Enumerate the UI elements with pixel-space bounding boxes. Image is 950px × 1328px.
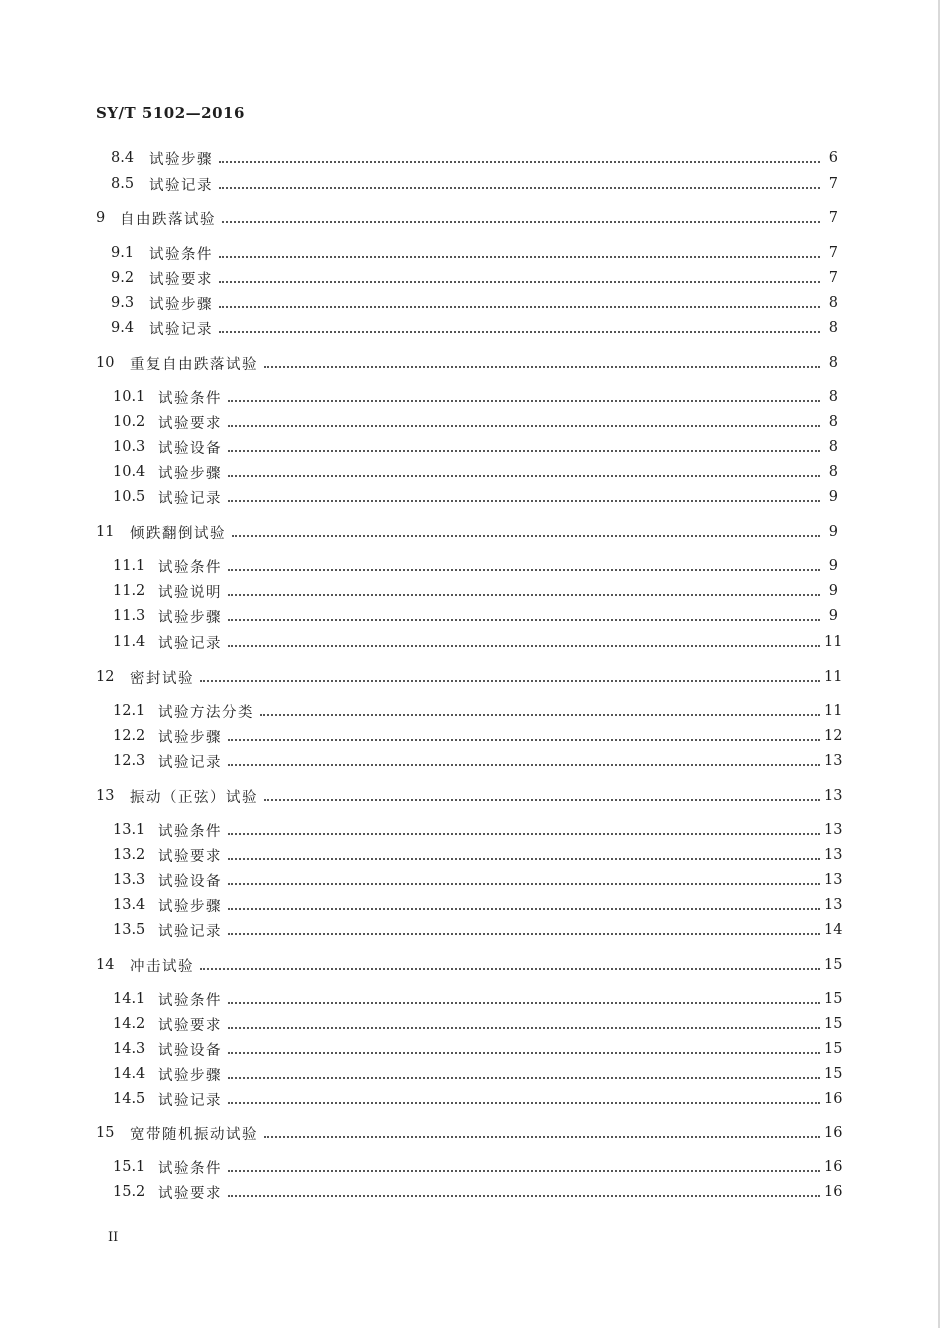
toc-entry-number: 12.1 bbox=[113, 703, 146, 719]
toc-entry-page: 13 bbox=[824, 753, 843, 769]
toc-entry-page: 11 bbox=[824, 669, 843, 685]
toc-entry-title: 试验记录 bbox=[158, 635, 222, 652]
toc-entry-title: 振动（正弦）试验 bbox=[130, 789, 258, 806]
toc-entry-title: 试验要求 bbox=[149, 271, 213, 288]
toc-entry bbox=[113, 845, 843, 865]
toc-entry-number: 9.1 bbox=[111, 245, 135, 261]
toc-leader-dots bbox=[228, 500, 820, 502]
toc-entry-page: 8 bbox=[828, 320, 838, 336]
toc-entry bbox=[111, 148, 838, 168]
toc-entry-page: 13 bbox=[824, 788, 843, 804]
toc-entry-title: 试验要求 bbox=[158, 415, 222, 432]
toc-entry-number: 10.4 bbox=[113, 464, 146, 480]
toc-entry-number: 14 bbox=[96, 957, 115, 973]
toc-entry bbox=[113, 1039, 843, 1059]
toc-leader-dots bbox=[219, 306, 820, 308]
toc-entry-title: 试验记录 bbox=[158, 1092, 222, 1109]
toc-entry-number: 11.4 bbox=[113, 634, 146, 650]
toc-entry-title: 试验条件 bbox=[149, 246, 213, 263]
toc-entry-title: 试验记录 bbox=[158, 490, 222, 507]
toc-entry bbox=[113, 895, 843, 915]
toc-entry-title: 试验记录 bbox=[149, 321, 213, 338]
toc-leader-dots bbox=[228, 858, 820, 860]
toc-entry bbox=[113, 1089, 843, 1109]
toc-leader-dots bbox=[228, 475, 820, 477]
toc-entry-page: 15 bbox=[824, 957, 843, 973]
toc-entry-number: 8.4 bbox=[111, 150, 135, 166]
toc-entry-page: 16 bbox=[824, 1091, 843, 1107]
toc-entry-title: 试验步骤 bbox=[158, 898, 222, 915]
toc-entry-number: 13.3 bbox=[113, 872, 146, 888]
toc-entry bbox=[113, 606, 838, 626]
toc-leader-dots bbox=[228, 764, 820, 766]
toc-entry-page: 9 bbox=[828, 558, 838, 574]
toc-entry-page: 16 bbox=[824, 1184, 843, 1200]
toc-entry-page: 9 bbox=[828, 524, 838, 540]
toc-leader-dots bbox=[228, 833, 820, 835]
toc-entry-title: 试验条件 bbox=[158, 823, 222, 840]
toc-entry-title: 试验记录 bbox=[158, 923, 222, 940]
toc-entry bbox=[111, 268, 838, 288]
toc-entry bbox=[113, 1064, 843, 1084]
toc-entry bbox=[96, 208, 838, 228]
toc-entry-title: 试验步骤 bbox=[158, 1067, 222, 1084]
toc-entry-page: 8 bbox=[828, 439, 838, 455]
document-code-header: SY/T 5102—2016 bbox=[96, 104, 245, 122]
toc-entry-number: 10.2 bbox=[113, 414, 146, 430]
toc-entry-number: 14.4 bbox=[113, 1066, 146, 1082]
toc-entry-number: 13.5 bbox=[113, 922, 146, 938]
toc-entry-number: 12.2 bbox=[113, 728, 146, 744]
toc-leader-dots bbox=[264, 366, 820, 368]
toc-entry-title: 试验要求 bbox=[158, 848, 222, 865]
toc-entry-title: 试验记录 bbox=[158, 754, 222, 771]
toc-leader-dots bbox=[228, 450, 820, 452]
toc-entry-page: 11 bbox=[824, 703, 843, 719]
toc-entry-title: 密封试验 bbox=[130, 670, 194, 687]
toc-entry-number: 15.2 bbox=[113, 1184, 146, 1200]
toc-leader-dots bbox=[219, 256, 820, 258]
toc-entry-page: 8 bbox=[828, 414, 838, 430]
toc-entry-number: 15 bbox=[96, 1125, 115, 1141]
toc-entry-title: 试验条件 bbox=[158, 559, 222, 576]
toc-entry-number: 14.2 bbox=[113, 1016, 146, 1032]
toc-entry-title: 试验记录 bbox=[149, 177, 213, 194]
toc-entry-title: 试验步骤 bbox=[158, 465, 222, 482]
toc-entry-number: 10.1 bbox=[113, 389, 146, 405]
toc-entry-title: 试验设备 bbox=[158, 1042, 222, 1059]
toc-leader-dots bbox=[228, 883, 820, 885]
toc-entry-page: 16 bbox=[824, 1159, 843, 1175]
toc-entry-title: 宽带随机振动试验 bbox=[130, 1126, 258, 1143]
toc-entry-number: 10 bbox=[96, 355, 115, 371]
toc-entry-number: 11.1 bbox=[113, 558, 146, 574]
toc-entry-number: 11 bbox=[96, 524, 115, 540]
toc-entry bbox=[113, 726, 843, 746]
toc-leader-dots bbox=[228, 645, 820, 647]
toc-entry-title: 试验步骤 bbox=[158, 609, 222, 626]
toc-leader-dots bbox=[228, 425, 820, 427]
toc-entry bbox=[96, 667, 843, 687]
toc-entry-number: 8.5 bbox=[111, 176, 135, 192]
toc-entry-title: 冲击试验 bbox=[130, 958, 194, 975]
toc-leader-dots bbox=[228, 619, 820, 621]
toc-leader-dots bbox=[219, 331, 820, 333]
toc-entry bbox=[113, 751, 843, 771]
toc-leader-dots bbox=[228, 1102, 820, 1104]
toc-entry bbox=[113, 870, 843, 890]
toc-leader-dots bbox=[264, 1136, 820, 1138]
toc-entry-title: 试验条件 bbox=[158, 390, 222, 407]
toc-entry-page: 7 bbox=[828, 176, 838, 192]
toc-entry-page: 8 bbox=[828, 355, 838, 371]
toc-entry-page: 9 bbox=[828, 583, 838, 599]
toc-entry bbox=[96, 522, 838, 542]
toc-leader-dots bbox=[264, 799, 820, 801]
toc-entry-title: 试验要求 bbox=[158, 1185, 222, 1202]
toc-entry bbox=[113, 632, 843, 652]
toc-leader-dots bbox=[228, 1170, 820, 1172]
toc-entry-number: 10.5 bbox=[113, 489, 146, 505]
toc-entry-page: 8 bbox=[828, 389, 838, 405]
toc-entry bbox=[113, 920, 843, 940]
toc-entry-page: 13 bbox=[824, 872, 843, 888]
toc-leader-dots bbox=[200, 968, 820, 970]
toc-entry bbox=[113, 487, 838, 507]
toc-entry-title: 试验要求 bbox=[158, 1017, 222, 1034]
toc-entry-title: 试验说明 bbox=[158, 584, 222, 601]
toc-leader-dots bbox=[228, 739, 820, 741]
toc-entry-title: 试验步骤 bbox=[149, 151, 213, 168]
toc-entry-number: 14.1 bbox=[113, 991, 146, 1007]
toc-leader-dots bbox=[222, 221, 820, 223]
toc-entry-number: 12.3 bbox=[113, 753, 146, 769]
toc-entry bbox=[113, 1157, 843, 1177]
toc-entry bbox=[113, 1014, 843, 1034]
toc-entry-page: 8 bbox=[828, 464, 838, 480]
toc-entry bbox=[113, 989, 843, 1009]
toc-entry-page: 15 bbox=[824, 1016, 843, 1032]
toc-entry-number: 11.2 bbox=[113, 583, 146, 599]
toc-entry-number: 9.2 bbox=[111, 270, 135, 286]
toc-leader-dots bbox=[228, 933, 820, 935]
toc-entry-number: 10.3 bbox=[113, 439, 146, 455]
toc-entry bbox=[111, 243, 838, 263]
toc-entry-page: 13 bbox=[824, 897, 843, 913]
toc-entry-title: 试验设备 bbox=[158, 873, 222, 890]
toc-leader-dots bbox=[228, 1002, 820, 1004]
toc-entry bbox=[96, 786, 843, 806]
toc-entry-page: 8 bbox=[828, 295, 838, 311]
toc-entry-page: 9 bbox=[828, 489, 838, 505]
toc-entry-page: 11 bbox=[824, 634, 843, 650]
toc-entry bbox=[113, 581, 838, 601]
toc-leader-dots bbox=[228, 1195, 820, 1197]
toc-entry-number: 15.1 bbox=[113, 1159, 146, 1175]
toc-leader-dots bbox=[228, 594, 820, 596]
toc-entry bbox=[113, 1182, 843, 1202]
toc-entry bbox=[111, 293, 838, 313]
toc-leader-dots bbox=[228, 1077, 820, 1079]
toc-entry-page: 7 bbox=[828, 270, 838, 286]
toc-entry-page: 15 bbox=[824, 991, 843, 1007]
toc-entry-number: 13.1 bbox=[113, 822, 146, 838]
toc-leader-dots bbox=[219, 187, 820, 189]
toc-entry-title: 试验方法分类 bbox=[158, 704, 254, 721]
toc-entry-number: 14.5 bbox=[113, 1091, 146, 1107]
toc-entry-title: 倾跌翻倒试验 bbox=[130, 525, 226, 542]
toc-entry-number: 9 bbox=[96, 210, 106, 226]
toc-leader-dots bbox=[232, 535, 820, 537]
toc-entry-title: 试验条件 bbox=[158, 1160, 222, 1177]
toc-entry bbox=[96, 353, 838, 373]
toc-entry bbox=[111, 174, 838, 194]
toc-leader-dots bbox=[260, 714, 820, 716]
toc-entry-number: 9.3 bbox=[111, 295, 135, 311]
toc-entry-page: 15 bbox=[824, 1041, 843, 1057]
toc-entry bbox=[96, 955, 843, 975]
toc-entry-number: 12 bbox=[96, 669, 115, 685]
toc-entry bbox=[113, 701, 843, 721]
toc-entry bbox=[113, 820, 843, 840]
toc-entry-number: 13 bbox=[96, 788, 115, 804]
toc-entry-page: 16 bbox=[824, 1125, 843, 1141]
toc-entry-number: 14.3 bbox=[113, 1041, 146, 1057]
toc-entry-title: 重复自由跌落试验 bbox=[130, 356, 258, 373]
toc-entry-page: 9 bbox=[828, 608, 838, 624]
toc-entry bbox=[96, 1123, 843, 1143]
toc-leader-dots bbox=[219, 281, 820, 283]
toc-entry bbox=[113, 387, 838, 407]
toc-leader-dots bbox=[228, 1027, 820, 1029]
toc-entry-number: 13.2 bbox=[113, 847, 146, 863]
toc-leader-dots bbox=[228, 569, 820, 571]
toc-entry-page: 12 bbox=[824, 728, 843, 744]
toc-entry-title: 试验步骤 bbox=[158, 729, 222, 746]
toc-entry-page: 13 bbox=[824, 822, 843, 838]
toc-leader-dots bbox=[219, 161, 820, 163]
toc-entry bbox=[113, 462, 838, 482]
toc-entry-title: 试验设备 bbox=[158, 440, 222, 457]
toc-leader-dots bbox=[200, 680, 820, 682]
toc-entry-title: 试验步骤 bbox=[149, 296, 213, 313]
toc-entry-title: 试验条件 bbox=[158, 992, 222, 1009]
toc-entry bbox=[113, 556, 838, 576]
toc-entry-page: 13 bbox=[824, 847, 843, 863]
toc-entry-page: 14 bbox=[824, 922, 843, 938]
toc-entry-page: 15 bbox=[824, 1066, 843, 1082]
toc-entry-page: 7 bbox=[828, 210, 838, 226]
toc-leader-dots bbox=[228, 908, 820, 910]
toc-entry bbox=[111, 318, 838, 338]
toc-entry-page: 7 bbox=[828, 245, 838, 261]
toc-entry-number: 9.4 bbox=[111, 320, 135, 336]
page-number-footer: II bbox=[108, 1230, 119, 1245]
toc-entry-title: 自由跌落试验 bbox=[120, 211, 216, 228]
toc-entry-page: 6 bbox=[828, 150, 838, 166]
toc-entry bbox=[113, 412, 838, 432]
toc-leader-dots bbox=[228, 400, 820, 402]
toc-entry-number: 11.3 bbox=[113, 608, 146, 624]
toc-leader-dots bbox=[228, 1052, 820, 1054]
toc-entry-number: 13.4 bbox=[113, 897, 146, 913]
toc-entry bbox=[113, 437, 838, 457]
